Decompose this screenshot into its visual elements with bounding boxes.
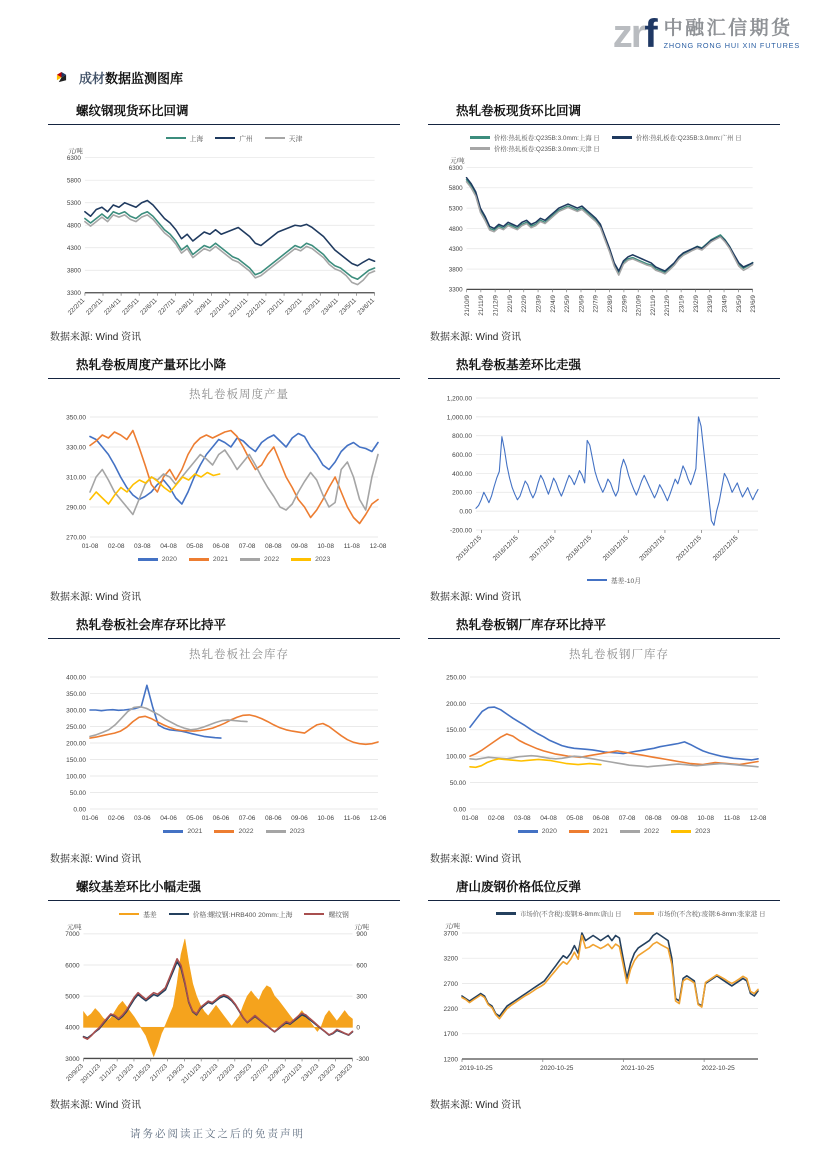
chart-canvas-hrc-weekly-output — [48, 403, 388, 553]
legend-swatch — [496, 912, 516, 915]
chart-legend — [48, 132, 400, 144]
legend-item — [189, 556, 228, 563]
legend-label: 市场价(不含税):废钢:6-8mm:唐山 日 — [520, 911, 622, 918]
svg-text:4800: 4800 — [66, 222, 81, 230]
legend-label: 市场价(不含税):废钢:6-8mm:张家港 日 — [657, 911, 766, 918]
legend-swatch — [291, 558, 311, 561]
svg-text:09-06: 09-06 — [291, 815, 308, 822]
svg-text:23/1/23: 23/1/23 — [300, 1062, 321, 1083]
svg-text:4000: 4000 — [65, 1024, 80, 1032]
chart-legend — [428, 132, 780, 154]
svg-text:5800: 5800 — [66, 177, 81, 185]
legend-label: 价格:热轧板卷:Q235B:3.0mm:广州 日 — [635, 135, 742, 142]
svg-text:2016/12/15: 2016/12/15 — [491, 534, 520, 563]
svg-text:22/2/9: 22/2/9 — [521, 295, 529, 313]
brand-text-block — [664, 18, 800, 50]
legend-label: 价格:热轧板卷:Q235B:3.0mm:天津 日 — [494, 146, 600, 153]
svg-text:22/3/9: 22/3/9 — [535, 295, 543, 313]
legend-label: 2020 — [161, 556, 177, 563]
chart-grid — [0, 93, 826, 1115]
svg-text:01-08: 01-08 — [461, 815, 479, 822]
svg-text:23/6/11: 23/6/11 — [356, 297, 377, 317]
chart-block-hrc-weekly-output — [48, 347, 400, 607]
chart-canvas-tangshan-scrap — [428, 919, 768, 1079]
svg-text:22/6/11: 22/6/11 — [139, 297, 159, 317]
svg-text:3300: 3300 — [66, 290, 81, 298]
legend-label: 2020 — [541, 828, 557, 835]
svg-text:04-08: 04-08 — [160, 543, 177, 550]
chart-title: 唐山废钢价格低位反弹 — [428, 877, 780, 901]
legend-item — [240, 556, 279, 563]
svg-text:6300: 6300 — [448, 164, 463, 172]
svg-text:06-08: 06-08 — [212, 543, 230, 550]
svg-text:2200: 2200 — [443, 1006, 458, 1013]
svg-text:2022/12/15: 2022/12/15 — [711, 534, 740, 563]
svg-text:0.00: 0.00 — [459, 508, 472, 516]
data-source: 数据来源: Wind 资讯 — [430, 1100, 522, 1111]
svg-text:05-06: 05-06 — [186, 815, 204, 822]
disclaimer-text: 请务必阅读正文之后的免责声明 — [130, 1128, 305, 1140]
svg-text:4300: 4300 — [448, 246, 463, 254]
brand-name-cn: 中融汇信期货 — [663, 18, 793, 39]
svg-text:200.00: 200.00 — [446, 700, 466, 708]
svg-text:50.00: 50.00 — [449, 780, 466, 787]
chart-canvas-rebar-basis — [48, 920, 388, 1096]
legend-swatch — [163, 830, 183, 833]
legend-swatch — [612, 136, 632, 139]
svg-text:600.00: 600.00 — [452, 451, 472, 459]
chart-legend — [48, 908, 400, 920]
chart-block-hrc-mill-inventory — [428, 607, 780, 869]
logo-zr-text: zr — [612, 12, 645, 56]
svg-text:350.00: 350.00 — [66, 414, 86, 422]
svg-text:6000: 6000 — [65, 962, 80, 970]
svg-text:-200.00: -200.00 — [449, 527, 472, 535]
legend-swatch — [265, 137, 285, 140]
chart-inner-title: 热轧卷板钢厂库存 — [569, 649, 669, 661]
svg-text:100.00: 100.00 — [446, 753, 466, 761]
legend-item — [266, 828, 305, 835]
chart-title: 螺纹基差环比小幅走强 — [48, 877, 400, 901]
svg-text:23/6/9: 23/6/9 — [750, 295, 758, 313]
svg-text:22/9/23: 22/9/23 — [266, 1062, 287, 1083]
svg-text:23/3/11: 23/3/11 — [302, 297, 322, 317]
svg-text:23/5/9: 23/5/9 — [735, 295, 743, 313]
chart-block-tangshan-scrap — [428, 869, 780, 1115]
legend-swatch — [169, 913, 189, 916]
svg-text:08-08: 08-08 — [644, 815, 662, 822]
legend-item — [612, 133, 742, 142]
svg-text:2019-10-25: 2019-10-25 — [459, 1065, 493, 1072]
chart-canvas-hrc-social-inventory — [48, 663, 388, 825]
svg-text:200.00: 200.00 — [452, 489, 472, 497]
chart-canvas-hrc-basis — [428, 384, 768, 572]
chart-block-hrc-basis — [428, 347, 780, 607]
legend-item — [496, 909, 622, 918]
svg-text:12-06: 12-06 — [369, 815, 387, 822]
svg-text:20/11/23: 20/11/23 — [79, 1062, 102, 1086]
legend-item — [166, 133, 204, 143]
svg-text:2020/12/15: 2020/12/15 — [638, 534, 667, 563]
svg-text:03-08: 03-08 — [514, 815, 531, 822]
svg-text:22/2/11: 22/2/11 — [66, 297, 87, 317]
svg-text:11-08: 11-08 — [723, 815, 740, 822]
svg-text:21/3/23: 21/3/23 — [115, 1062, 136, 1083]
legend-label: 天津 — [288, 136, 303, 143]
legend-item — [304, 909, 348, 919]
svg-text:10-08: 10-08 — [697, 815, 714, 822]
legend-item — [169, 909, 293, 919]
svg-text:22/4/9: 22/4/9 — [549, 295, 557, 313]
legend-item — [587, 575, 641, 585]
legend-swatch — [518, 830, 538, 833]
svg-text:23/5/11: 23/5/11 — [338, 297, 358, 317]
svg-text:23/5/23: 23/5/23 — [333, 1062, 354, 1083]
chart-block-hrc-spot — [428, 93, 780, 347]
svg-text:22/1/9: 22/1/9 — [506, 295, 514, 313]
svg-text:800.00: 800.00 — [452, 433, 472, 441]
svg-text:22/7/23: 22/7/23 — [249, 1062, 270, 1083]
svg-text:300: 300 — [356, 993, 368, 1001]
chart-title: 热轧卷板社会库存环比持平 — [48, 615, 400, 639]
legend-swatch — [569, 830, 589, 833]
legend-swatch — [138, 558, 158, 561]
svg-text:20/9/23: 20/9/23 — [64, 1062, 85, 1083]
svg-text:150.00: 150.00 — [446, 727, 466, 735]
chart-canvas-rebar-spot — [48, 144, 388, 328]
svg-text:290.00: 290.00 — [66, 504, 86, 512]
svg-text:01-06: 01-06 — [81, 815, 99, 822]
legend-item — [470, 144, 600, 153]
svg-text:0: 0 — [356, 1024, 361, 1032]
svg-text:22/1/23: 22/1/23 — [199, 1062, 220, 1083]
legend-label: 价格:螺纹钢:HRB400 20mm:上海 — [192, 912, 293, 919]
legend-item — [620, 828, 659, 835]
svg-text:10-08: 10-08 — [317, 543, 334, 550]
legend-label: 2022 — [644, 828, 660, 835]
svg-text:07-06: 07-06 — [238, 815, 256, 822]
svg-text:3800: 3800 — [66, 267, 81, 275]
svg-text:元/吨: 元/吨 — [445, 923, 460, 930]
svg-text:03-08: 03-08 — [134, 543, 151, 550]
svg-text:400.00: 400.00 — [452, 470, 472, 478]
svg-text:270.00: 270.00 — [66, 534, 86, 542]
data-source: 数据来源: Wind 资讯 — [50, 1100, 142, 1111]
svg-text:250.00: 250.00 — [66, 723, 86, 731]
legend-label: 价格:热轧板卷:Q235B:3.0mm:上海 日 — [494, 135, 600, 142]
svg-text:23/2/9: 23/2/9 — [692, 295, 700, 313]
svg-text:5300: 5300 — [66, 200, 81, 208]
svg-text:08-08: 08-08 — [264, 543, 282, 550]
legend-item — [671, 828, 710, 835]
legend-swatch — [189, 558, 209, 561]
legend-label: 广州 — [239, 136, 253, 143]
legend-swatch — [215, 137, 235, 140]
data-source: 数据来源: Wind 资讯 — [50, 332, 142, 343]
svg-text:21/10/9: 21/10/9 — [463, 295, 471, 317]
svg-text:05-08: 05-08 — [186, 543, 204, 550]
chart-title: 热轧卷板周度产量环比小降 — [48, 355, 400, 379]
svg-text:22/7/11: 22/7/11 — [157, 297, 177, 317]
svg-text:2019/12/15: 2019/12/15 — [601, 534, 630, 563]
page-title — [79, 68, 183, 87]
legend-label: 2021 — [212, 556, 228, 563]
svg-text:400.00: 400.00 — [66, 674, 86, 682]
svg-text:2018/12/15: 2018/12/15 — [565, 534, 594, 563]
svg-text:-300: -300 — [356, 1055, 370, 1063]
svg-text:23/2/11: 23/2/11 — [283, 297, 304, 317]
brand-name-en: ZHONG RONG HUI XIN FUTURES — [663, 41, 800, 50]
svg-text:330.00: 330.00 — [66, 444, 86, 452]
brand-logo — [613, 14, 800, 54]
svg-text:22/9/9: 22/9/9 — [621, 295, 629, 313]
legend-item — [214, 828, 253, 835]
svg-text:2021-10-25: 2021-10-25 — [620, 1065, 654, 1072]
svg-text:22/11/9: 22/11/9 — [649, 295, 657, 316]
legend-label: 基差-10月 — [610, 578, 642, 585]
legend-item — [138, 556, 177, 563]
svg-text:1200: 1200 — [443, 1056, 458, 1064]
svg-text:22/3/23: 22/3/23 — [216, 1062, 237, 1083]
svg-text:23/3/23: 23/3/23 — [317, 1062, 338, 1083]
legend-label: 基差 — [143, 912, 157, 919]
chart-block-hrc-social-inventory — [48, 607, 400, 869]
svg-text:22/6/9: 22/6/9 — [578, 295, 586, 313]
svg-text:3000: 3000 — [65, 1055, 80, 1063]
svg-text:10-06: 10-06 — [317, 815, 334, 822]
svg-text:21/1/23: 21/1/23 — [98, 1062, 119, 1083]
svg-text:22/11/23: 22/11/23 — [281, 1062, 304, 1086]
svg-text:05-08: 05-08 — [566, 815, 584, 822]
svg-text:22/10/11: 22/10/11 — [209, 297, 232, 320]
svg-text:04-08: 04-08 — [540, 815, 557, 822]
legend-swatch — [119, 913, 139, 916]
chart-block-rebar-spot — [48, 93, 400, 347]
svg-text:2022-10-25: 2022-10-25 — [701, 1065, 735, 1072]
legend-swatch — [587, 579, 607, 582]
svg-text:4800: 4800 — [448, 225, 463, 233]
svg-text:200.00: 200.00 — [66, 740, 86, 748]
legend-label: 2023 — [289, 828, 305, 835]
legend-swatch — [634, 912, 654, 915]
svg-text:1,200.00: 1,200.00 — [446, 395, 472, 403]
svg-text:350.00: 350.00 — [66, 690, 86, 698]
svg-text:250.00: 250.00 — [446, 674, 466, 682]
legend-item — [569, 828, 608, 835]
svg-text:元/吨: 元/吨 — [354, 923, 370, 931]
svg-text:1700: 1700 — [443, 1031, 458, 1039]
chart-inner-title: 热轧卷板周度产量 — [189, 389, 289, 401]
legend-item — [215, 133, 253, 143]
legend-label: 2023 — [315, 556, 331, 563]
legend-swatch — [266, 830, 286, 833]
svg-text:2700: 2700 — [443, 980, 458, 988]
legend-label: 2022 — [264, 556, 280, 563]
svg-text:3300: 3300 — [448, 286, 463, 294]
svg-text:22/7/9: 22/7/9 — [592, 295, 600, 313]
chart-title: 热轧卷板基差环比走强 — [428, 355, 780, 379]
chart-canvas-hrc-mill-inventory — [428, 663, 768, 825]
svg-text:21/11/23: 21/11/23 — [180, 1062, 203, 1086]
svg-text:03-06: 03-06 — [134, 815, 151, 822]
legend-item — [163, 828, 202, 835]
svg-text:5000: 5000 — [65, 993, 80, 1001]
chart-legend — [428, 827, 780, 836]
chart-inner-title: 热轧卷板社会库存 — [189, 649, 289, 661]
svg-text:02-08: 02-08 — [487, 815, 505, 822]
svg-text:22/5/11: 22/5/11 — [121, 297, 141, 317]
svg-text:07-08: 07-08 — [238, 543, 256, 550]
svg-text:06-06: 06-06 — [212, 815, 230, 822]
legend-swatch — [214, 830, 234, 833]
page-title-prefix: 成材 — [79, 71, 106, 86]
chart-block-rebar-basis — [48, 869, 400, 1115]
svg-text:50.00: 50.00 — [69, 789, 86, 797]
svg-text:11-08: 11-08 — [343, 543, 360, 550]
svg-text:02-06: 02-06 — [107, 815, 125, 822]
legend-label: 2021 — [592, 828, 608, 835]
svg-text:6300: 6300 — [66, 155, 81, 163]
svg-text:5300: 5300 — [448, 205, 463, 213]
logo-zrf-mark — [613, 14, 656, 54]
chart-legend — [48, 827, 400, 836]
svg-text:22/11/11: 22/11/11 — [227, 297, 250, 319]
svg-text:23/3/9: 23/3/9 — [707, 295, 715, 313]
svg-text:23/1/9: 23/1/9 — [678, 295, 686, 313]
data-source: 数据来源: Wind 资讯 — [430, 854, 522, 865]
svg-text:元/吨: 元/吨 — [450, 157, 465, 165]
svg-text:600: 600 — [356, 962, 368, 970]
chart-title: 热轧卷板现货环比回调 — [428, 101, 780, 125]
svg-text:3700: 3700 — [443, 930, 458, 938]
svg-text:150.00: 150.00 — [66, 756, 86, 764]
svg-text:12-08: 12-08 — [369, 543, 387, 550]
legend-item — [470, 133, 600, 142]
svg-text:22/10/9: 22/10/9 — [635, 295, 643, 317]
data-source: 数据来源: Wind 资讯 — [430, 332, 522, 343]
svg-text:22/8/11: 22/8/11 — [175, 297, 195, 317]
page-title-rest: 数据监测图库 — [105, 71, 184, 86]
svg-text:0.00: 0.00 — [73, 806, 86, 814]
svg-text:23/4/9: 23/4/9 — [721, 295, 729, 313]
svg-text:2021/12/15: 2021/12/15 — [675, 534, 704, 563]
legend-label: 上海 — [189, 136, 204, 143]
legend-item — [119, 909, 157, 919]
svg-text:4300: 4300 — [66, 245, 81, 253]
svg-text:22/5/23: 22/5/23 — [232, 1062, 254, 1083]
svg-text:900: 900 — [356, 931, 368, 939]
svg-text:01-08: 01-08 — [81, 543, 99, 550]
svg-text:22/4/11: 22/4/11 — [102, 297, 123, 317]
svg-text:1,000.00: 1,000.00 — [446, 414, 472, 422]
svg-text:22/12/9: 22/12/9 — [664, 295, 672, 317]
legend-item — [291, 556, 330, 563]
legend-label: 螺纹钢 — [328, 912, 349, 919]
data-source: 数据来源: Wind 资讯 — [430, 592, 522, 603]
svg-text:11-06: 11-06 — [343, 815, 360, 822]
data-source: 数据来源: Wind 资讯 — [50, 854, 142, 865]
legend-swatch — [470, 147, 490, 150]
legend-swatch — [671, 830, 691, 833]
legend-swatch — [240, 558, 260, 561]
svg-text:21/11/9: 21/11/9 — [478, 295, 486, 316]
legend-swatch — [620, 830, 640, 833]
svg-text:300.00: 300.00 — [66, 707, 86, 715]
svg-text:3200: 3200 — [443, 955, 458, 963]
svg-text:元/吨: 元/吨 — [66, 923, 82, 931]
legend-label: 2023 — [695, 828, 711, 835]
svg-text:3800: 3800 — [448, 266, 463, 274]
svg-text:22/5/9: 22/5/9 — [564, 295, 572, 313]
chart-legend — [428, 908, 780, 919]
svg-text:2015/12/15: 2015/12/15 — [455, 534, 484, 563]
svg-text:02-08: 02-08 — [107, 543, 125, 550]
svg-text:5800: 5800 — [448, 185, 463, 193]
section-bullet-icon — [56, 72, 67, 83]
legend-label: 2021 — [187, 828, 203, 835]
legend-label: 2022 — [238, 828, 254, 835]
svg-text:0.00: 0.00 — [453, 806, 466, 814]
chart-title: 热轧卷板钢厂库存环比持平 — [428, 615, 780, 639]
svg-text:21/9/23: 21/9/23 — [165, 1062, 186, 1083]
svg-text:21/12/9: 21/12/9 — [492, 295, 500, 317]
legend-item — [265, 133, 303, 143]
svg-text:04-06: 04-06 — [160, 815, 177, 822]
chart-legend — [48, 555, 400, 564]
svg-text:21/7/23: 21/7/23 — [148, 1062, 169, 1083]
svg-text:09-08: 09-08 — [671, 815, 688, 822]
legend-swatch — [304, 913, 324, 916]
svg-text:100.00: 100.00 — [66, 773, 86, 781]
svg-text:06-08: 06-08 — [592, 815, 610, 822]
svg-text:08-06: 08-06 — [264, 815, 282, 822]
svg-text:元/吨: 元/吨 — [68, 147, 83, 155]
legend-item — [634, 909, 766, 918]
svg-text:23/4/11: 23/4/11 — [320, 297, 340, 317]
legend-swatch — [166, 137, 186, 140]
svg-text:12-08: 12-08 — [749, 815, 767, 822]
svg-text:22/9/11: 22/9/11 — [193, 297, 214, 317]
chart-title: 螺纹钢现货环比回调 — [48, 101, 400, 125]
svg-text:23/1/11: 23/1/11 — [265, 297, 286, 317]
legend-item — [518, 828, 557, 835]
svg-text:310.00: 310.00 — [66, 474, 86, 482]
chart-legend — [428, 574, 780, 586]
svg-text:2020-10-25: 2020-10-25 — [540, 1065, 574, 1072]
svg-text:7000: 7000 — [65, 931, 80, 939]
svg-text:09-08: 09-08 — [291, 543, 308, 550]
logo-f-text: f — [644, 12, 656, 56]
svg-text:2017/12/15: 2017/12/15 — [528, 534, 557, 563]
svg-text:22/12/11: 22/12/11 — [245, 297, 268, 320]
svg-text:21/5/23: 21/5/23 — [132, 1062, 153, 1083]
chart-canvas-hrc-spot — [428, 154, 768, 328]
legend-swatch — [470, 136, 490, 139]
svg-text:22/8/9: 22/8/9 — [607, 295, 615, 313]
data-source: 数据来源: Wind 资讯 — [50, 592, 142, 603]
svg-text:07-08: 07-08 — [618, 815, 636, 822]
svg-text:22/3/11: 22/3/11 — [84, 297, 105, 317]
